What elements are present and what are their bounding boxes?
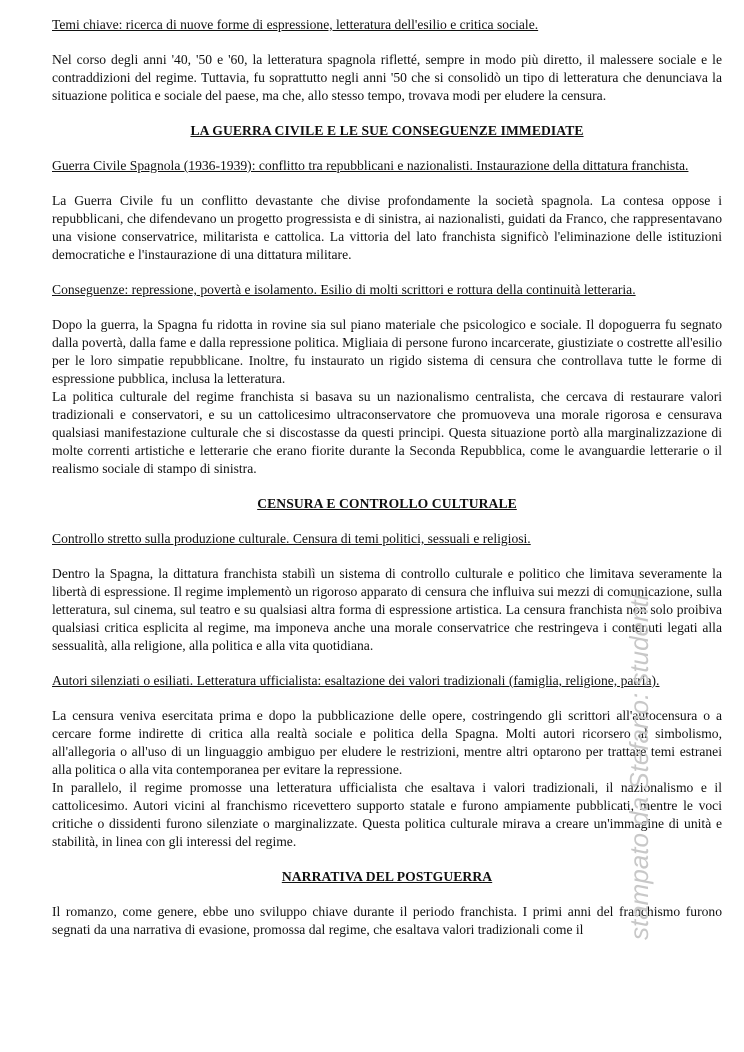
key-consequences-line: Conseguenze: repressione, povertà e isolamento. Esilio di molti scrittori e rottura della continuità letteraria.: [52, 282, 636, 297]
intro-paragraph: Nel corso degli anni '40, '50 e '60, la letteratura spagnola rifletté, sempre in modo più diretto, il malessere sociale e le contraddizioni del regime. Tuttavia, fu soprattutto negli anni '50 che si consolidò un tipo di letteratura che denunciava la situazione politica e sociale del paese, ma che, allo stesso tempo, trovava modi per eludere la censura.: [52, 52, 722, 103]
novel-paragraph: Il romanzo, come genere, ebbe uno sviluppo chiave durante il periodo franchista. I primi anni del franchismo furono segnati da una narrativa di evasione, promossa dal regime, che esaltava valori tradizionali come il: [52, 904, 722, 937]
censorship-paragraph: Dentro la Spagna, la dittatura franchista stabilì un sistema di controllo culturale e politico che limitava severamente la libertà di espressione. Il regime implementò un rigoroso apparato di censura che influiva sui mezzi di comunicazione, sulla letteratura, sul cinema, sul teatro e su qualsiasi altra forma di espressione artistica. La censura franchista non solo proibiva qualsiasi critica esplicita al regime, ma imponeva anche una morale conservatrice che restringeva i contenuti legati alla sessualità, alla religione, alla politica e alla vita quotidiana.: [52, 566, 722, 653]
section-heading-censorship: CENSURA E CONTROLLO CULTURALE: [257, 496, 517, 511]
watermark-text: stampato da Stefano: studenti: [624, 594, 654, 940]
civil-war-paragraph: La Guerra Civile fu un conflitto devastante che divise profondamente la società spagnola. La contesa oppose i repubblicani, che difendevano un progetto progressista e di sinistra, ai nazionalisti, guidati da Franco, che rappresentavano una visione conservatrice, militarista e cattolica. La vittoria del lato franchista significò l'eliminazione delle istituzioni democratiche e l'instaurazione di una dittatura militare.: [52, 193, 722, 262]
section-heading-postwar-narrative: NARRATIVA DEL POSTGUERRA: [281, 869, 493, 884]
document-page: [52, 16, 722, 956]
postwar-paragraph: Dopo la guerra, la Spagna fu ridotta in rovine sia sul piano materiale che psicologico e sociale. Il dopoguerra fu segnato dalla povertà, dalla fame e dalla repressione politica. Migliaia di persone furono incarcerate, giustiziate o costrette all'esilio per le loro simpatie repubblicane. Inoltre, fu instaurato un rigido sistema di censura che controllava tutte le forme di espressione pubblica, inclusa la letteratura.: [52, 317, 722, 386]
key-themes-line: Temi chiave: ricerca di nuove forme di espressione, letteratura dell'esilio e critica sociale.: [52, 17, 539, 32]
official-literature-paragraph: In parallelo, il regime promosse una letteratura ufficialista che esaltava i valori tradizionali, il nazionalismo e il cattolicesimo. Autori vicini al franchismo ricevettero supporto statale e furono ampiamente pubblicati, mentre le voci critiche o dissidenti furono silenziate o marginalizzate. Questa politica culturale mirava a creare un'immagine di unità e stabilità, in linea con gli interessi del regime.: [52, 780, 722, 849]
cultural-policy-paragraph: La politica culturale del regime franchista si basava su un nazionalismo centralista, che cercava di restaurare valori tradizionali e conservatori, e su un cattolicesimo ultraconservatore che promuoveva una morale rigorosa e censurava qualsiasi manifestazione culturale che si discostasse da questi principi. Questa situazione portò alla marginalizzazione di molte correnti artistiche e letterarie che erano fiorite durante la Seconda Repubblica, come le avanguardie letterarie o il realismo sociale di stampo di sinistra.: [52, 389, 722, 476]
self-censorship-paragraph: La censura veniva esercitata prima e dopo la pubblicazione delle opere, costringendo gli scrittori all'autocensura o a cercare forme indirette di critica alla realtà sociale e politica della Spagna. Molti autori ricorsero al simbolismo, all'allegoria o all'uso di un linguaggio ambiguo per eludere le restrizioni, mentre altri optarono per trattare temi estranei alla politica o alla vita contemporanea per evitare la repressione.: [52, 708, 722, 777]
key-civil-war-line: Guerra Civile Spagnola (1936-1939): conflitto tra repubblicani e nazionalisti. Instaurazione della dittatura franchista.: [52, 158, 689, 173]
section-heading-civil-war: LA GUERRA CIVILE E LE SUE CONSEGUENZE IMMEDIATE: [190, 123, 584, 138]
key-censorship-line: Controllo stretto sulla produzione culturale. Censura di temi politici, sessuali e religiosi.: [52, 531, 531, 546]
key-authors-line: Autori silenziati o esiliati. Letteratura ufficialista: esaltazione dei valori tradizionali (famiglia, religione, patria).: [52, 673, 660, 688]
